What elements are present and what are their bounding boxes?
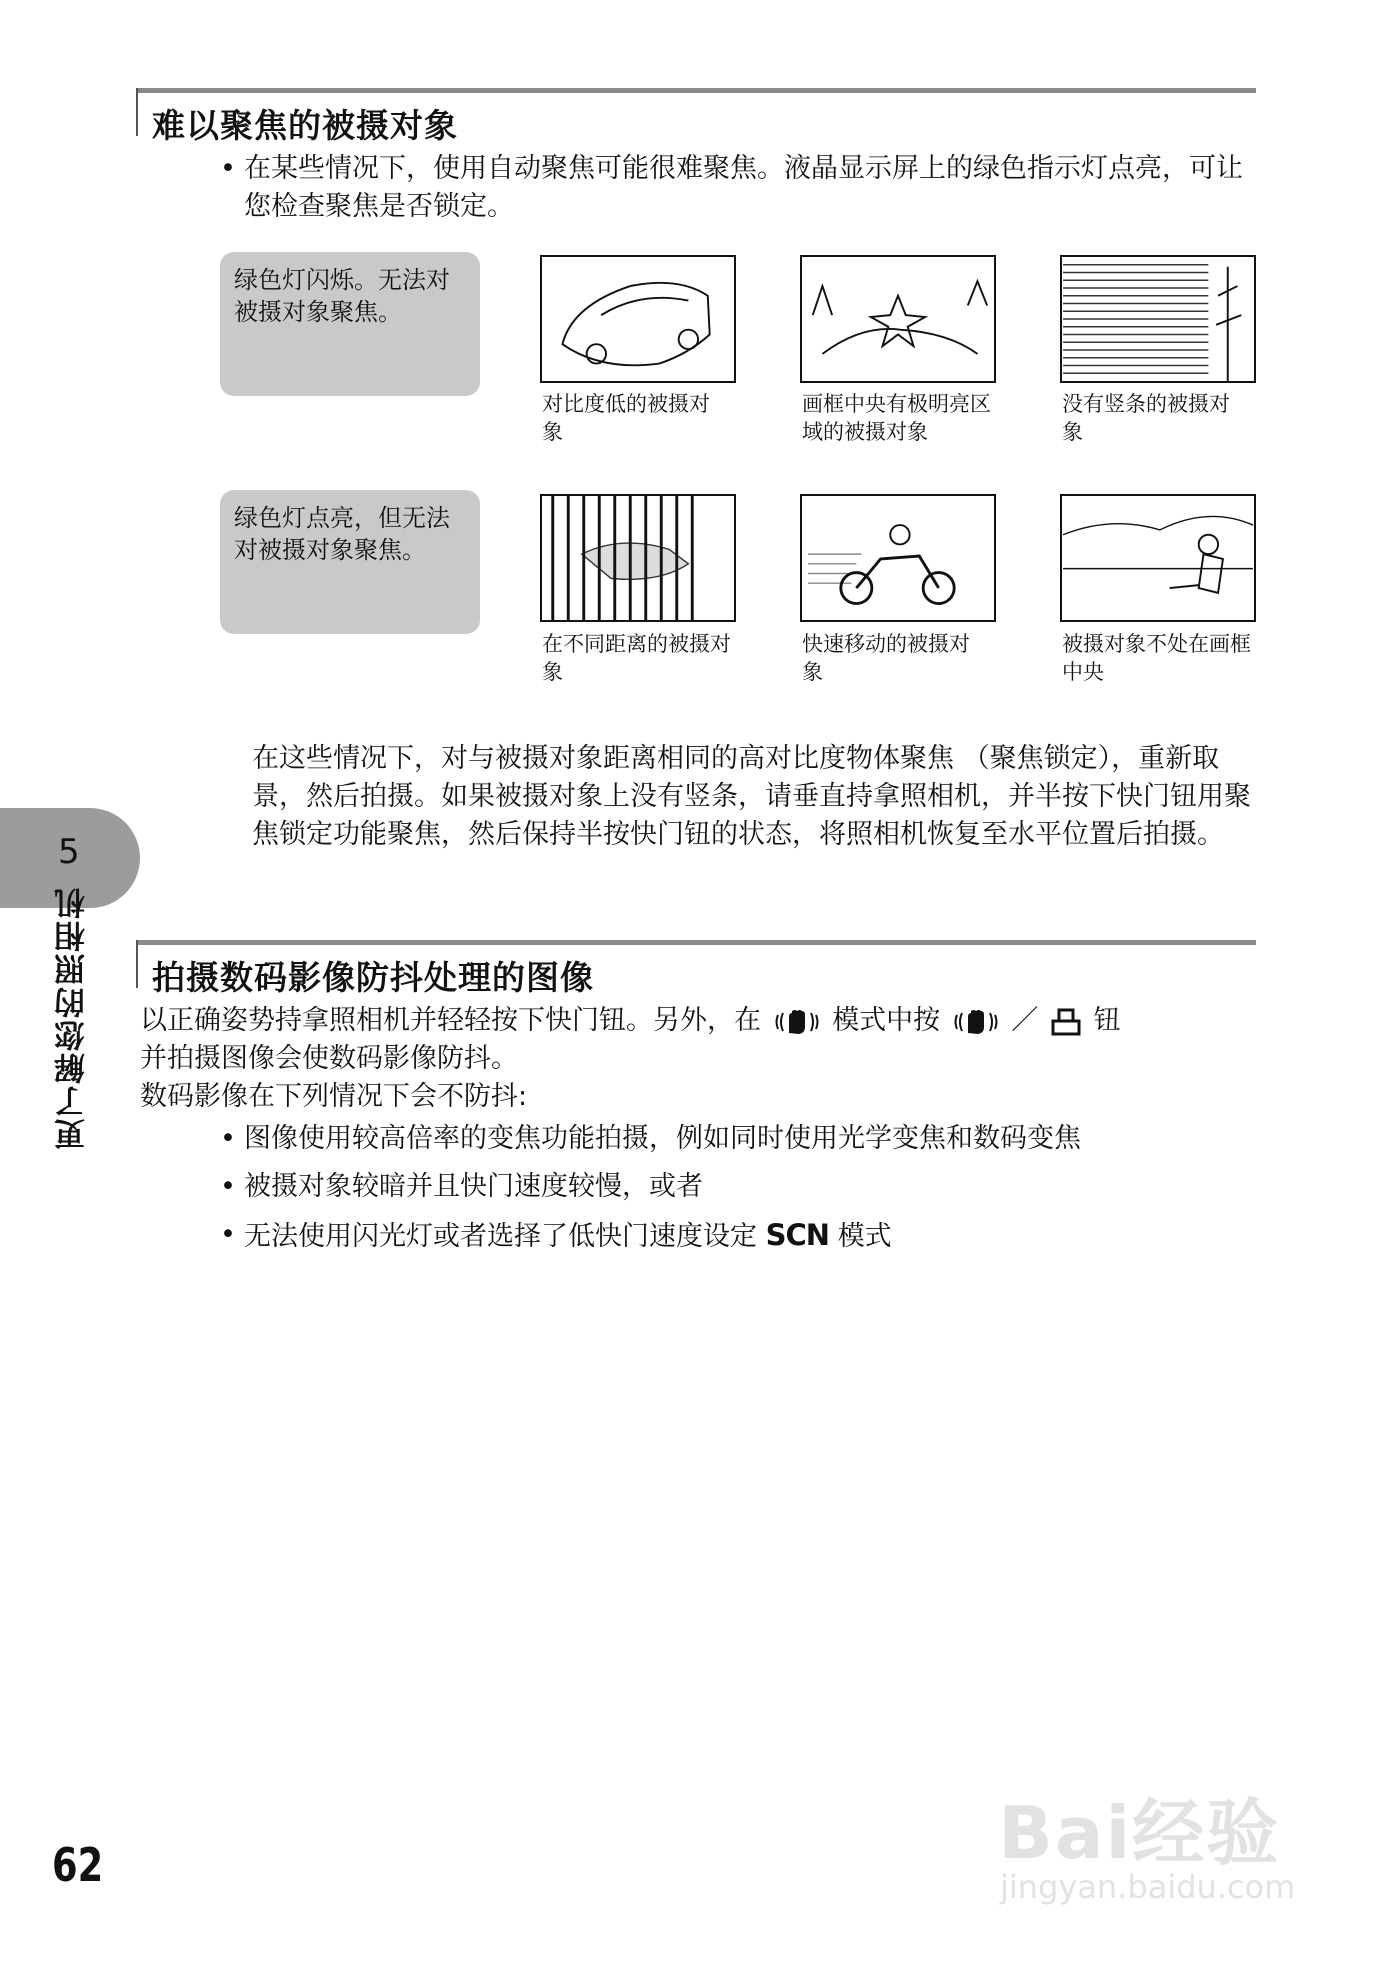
section-title: 难以聚焦的被摄对象	[152, 106, 458, 145]
focus-lock-paragraph: 在这些情况下，对与被摄对象距离相同的高对比度物体聚焦 （聚焦锁定），重新取景，然后拍摄。如果被摄对象上没有竖条，请垂直持拿照相机，并半按下快门钮用聚焦锁定功能聚焦，然后保持半按快门钮的状态，将照相机恢复至水平位置后拍摄。	[252, 743, 1251, 850]
paragraph-line	[140, 1002, 1280, 1040]
paragraph-line: 并拍摄图像会使数码影像防抖。	[140, 1043, 518, 1074]
caption: 快速移动的被摄对象	[802, 632, 970, 684]
illustration-bright-center	[800, 255, 996, 383]
caption: 被摄对象不处在画框中央	[1062, 632, 1251, 684]
mode-label: 模式	[837, 1221, 892, 1252]
bullet-text: 图像使用较高倍率的变焦功能拍摄，例如同时使用光学变焦和数码变焦	[244, 1123, 1081, 1154]
bullet-item: • 在某些情况下，使用自动聚焦可能很难聚焦。液晶显示屏上的绿色指示灯点亮，可让您检查聚焦是否锁定。	[220, 150, 1280, 230]
caption: 对比度低的被摄对象	[542, 392, 710, 444]
line-text: 以正确姿势持拿照相机并轻轻按下快门钮。另外，在	[140, 1005, 761, 1036]
scn-label: SCN	[765, 1218, 830, 1252]
line-text: 钮	[1093, 1005, 1121, 1036]
illustration-no-vertical-lines	[1060, 255, 1256, 383]
caption: 没有竖条的被摄对象	[1062, 392, 1230, 444]
illustration-fast-moving	[800, 494, 996, 622]
section-title: 拍摄数码影像防抖处理的图像	[152, 958, 594, 997]
caption: 在不同距离的被摄对象	[542, 632, 731, 684]
chapter-label: 更了解您的照相机	[55, 886, 91, 1150]
line-text: ／	[1011, 1005, 1039, 1036]
bullet-item: • 无法使用闪光灯或者选择了低快门速度设定 SCN 模式	[220, 1218, 892, 1252]
status-box-blinking: 绿色灯闪烁。无法对被摄对象聚焦。	[220, 252, 480, 396]
illustration-off-center	[1060, 494, 1256, 622]
bullet-text: 被摄对象较暗并且快门速度较慢，或者	[244, 1171, 703, 1202]
section-header	[136, 940, 1256, 997]
illustration-low-contrast-car	[540, 255, 736, 383]
bullet-text: 无法使用闪光灯或者选择了低快门速度设定	[244, 1221, 757, 1252]
illustration-different-distances	[540, 494, 736, 622]
section-header	[136, 88, 1256, 145]
caption: 画框中央有极明亮区域的被摄对象	[802, 392, 991, 444]
paragraph-line: 数码影像在下列情况下会不防抖:	[140, 1081, 528, 1112]
print-icon	[1051, 1007, 1081, 1037]
bullet-item: • 被摄对象较暗并且快门速度较慢，或者	[220, 1168, 1280, 1208]
bullet-item: • 图像使用较高倍率的变焦功能拍摄，例如同时使用光学变焦和数码变焦	[220, 1120, 1280, 1160]
image-stabilization-icon	[774, 1007, 820, 1037]
stabilization-paragraph	[140, 1002, 1280, 1116]
line-text: 模式中按	[832, 1005, 941, 1036]
chapter-number: 5	[58, 832, 80, 872]
status-box-lit: 绿色灯点亮，但无法对被摄对象聚焦。	[220, 490, 480, 634]
watermark-url: jingyan.baidu.com	[1000, 1868, 1296, 1906]
bullet-text: 在某些情况下，使用自动聚焦可能很难聚焦。液晶显示屏上的绿色指示灯点亮，可让您检查聚焦是否锁定。	[244, 153, 1243, 222]
watermark-logo: Bai经验	[998, 1791, 1281, 1875]
page-number: 62	[52, 1838, 104, 1892]
image-stabilization-icon	[953, 1007, 999, 1037]
